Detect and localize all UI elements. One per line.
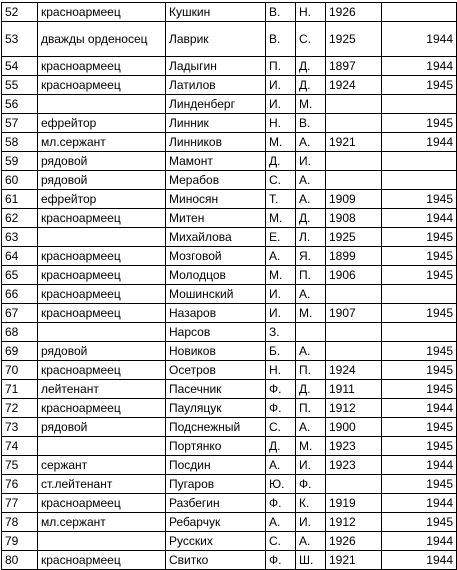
- table-row: [2, 323, 457, 342]
- table-row: [2, 22, 457, 57]
- first-initial-cell: М.: [266, 266, 296, 285]
- row-number-cell: 76: [2, 475, 38, 494]
- surname-cell: Подснежный: [166, 418, 266, 437]
- patronymic-initial-cell: Д.: [296, 76, 326, 95]
- casualty-list-table: [1, 2, 457, 570]
- birth-year-cell: 1900: [326, 418, 382, 437]
- birth-year-cell: [326, 342, 382, 361]
- table-row: [2, 380, 457, 399]
- first-initial-cell: Ф.: [266, 551, 296, 570]
- table-row: [2, 418, 457, 437]
- birth-year-cell: 1924: [326, 76, 382, 95]
- birth-year-cell: 1907: [326, 304, 382, 323]
- table-row: [2, 399, 457, 418]
- birth-year-cell: 1912: [326, 399, 382, 418]
- table-row: [2, 76, 457, 95]
- birth-year-cell: 1908: [326, 209, 382, 228]
- rank-cell: красноармеец: [38, 399, 166, 418]
- surname-cell: Пауляцук: [166, 399, 266, 418]
- table-row: [2, 361, 457, 380]
- table-row: [2, 95, 457, 114]
- birth-year-cell: 1925: [326, 22, 382, 57]
- surname-cell: Свитко: [166, 551, 266, 570]
- death-year-cell: 1944: [382, 494, 457, 513]
- row-number-cell: 63: [2, 228, 38, 247]
- death-year-cell: [382, 3, 457, 22]
- birth-year-cell: 1912: [326, 513, 382, 532]
- birth-year-cell: 1923: [326, 456, 382, 475]
- row-number-cell: 54: [2, 57, 38, 76]
- first-initial-cell: С.: [266, 532, 296, 551]
- birth-year-cell: 1909: [326, 190, 382, 209]
- rank-cell: [38, 228, 166, 247]
- surname-cell: Михайлова: [166, 228, 266, 247]
- rank-cell: ефрейтор: [38, 114, 166, 133]
- surname-cell: Молодцов: [166, 266, 266, 285]
- row-number-cell: 78: [2, 513, 38, 532]
- first-initial-cell: З.: [266, 323, 296, 342]
- surname-cell: Русских: [166, 532, 266, 551]
- patronymic-initial-cell: Н.: [296, 3, 326, 22]
- surname-cell: Пасечник: [166, 380, 266, 399]
- first-initial-cell: Е.: [266, 228, 296, 247]
- patronymic-initial-cell: И.: [296, 152, 326, 171]
- death-year-cell: 1944: [382, 209, 457, 228]
- patronymic-initial-cell: М.: [296, 95, 326, 114]
- birth-year-cell: [326, 171, 382, 190]
- birth-year-cell: 1919: [326, 494, 382, 513]
- row-number-cell: 74: [2, 437, 38, 456]
- death-year-cell: [382, 95, 457, 114]
- death-year-cell: 1944: [382, 57, 457, 76]
- death-year-cell: 1945: [382, 76, 457, 95]
- death-year-cell: 1944: [382, 133, 457, 152]
- table-row: [2, 304, 457, 323]
- table-row: [2, 57, 457, 76]
- patronymic-initial-cell: П.: [296, 361, 326, 380]
- table-row: [2, 114, 457, 133]
- birth-year-cell: 1923: [326, 437, 382, 456]
- death-year-cell: [382, 285, 457, 304]
- patronymic-initial-cell: Д.: [296, 209, 326, 228]
- surname-cell: Посдин: [166, 456, 266, 475]
- table-row: [2, 171, 457, 190]
- birth-year-cell: [326, 323, 382, 342]
- surname-cell: Разбегин: [166, 494, 266, 513]
- birth-year-cell: 1921: [326, 551, 382, 570]
- rank-cell: красноармеец: [38, 494, 166, 513]
- table-row: [2, 209, 457, 228]
- patronymic-initial-cell: Ш.: [296, 551, 326, 570]
- first-initial-cell: Д.: [266, 152, 296, 171]
- rank-cell: красноармеец: [38, 3, 166, 22]
- table-row: [2, 513, 457, 532]
- patronymic-initial-cell: П.: [296, 266, 326, 285]
- patronymic-initial-cell: М.: [296, 437, 326, 456]
- row-number-cell: 75: [2, 456, 38, 475]
- patronymic-initial-cell: Л.: [296, 228, 326, 247]
- rank-cell: рядовой: [38, 171, 166, 190]
- surname-cell: Мерабов: [166, 171, 266, 190]
- table-row: [2, 152, 457, 171]
- death-year-cell: 1944: [382, 22, 457, 57]
- table-row: [2, 228, 457, 247]
- patronymic-initial-cell: В.: [296, 114, 326, 133]
- patronymic-initial-cell: Д.: [296, 380, 326, 399]
- birth-year-cell: [326, 152, 382, 171]
- first-initial-cell: И.: [266, 285, 296, 304]
- birth-year-cell: [326, 95, 382, 114]
- table-row: [2, 342, 457, 361]
- rank-cell: дважды орденосец: [38, 22, 166, 57]
- rank-cell: лейтенант: [38, 380, 166, 399]
- surname-cell: Назаров: [166, 304, 266, 323]
- patronymic-initial-cell: А.: [296, 171, 326, 190]
- rank-cell: рядовой: [38, 418, 166, 437]
- patronymic-initial-cell: Д.: [296, 57, 326, 76]
- death-year-cell: 1944: [382, 551, 457, 570]
- death-year-cell: 1945: [382, 114, 457, 133]
- first-initial-cell: Ф.: [266, 399, 296, 418]
- death-year-cell: [382, 152, 457, 171]
- first-initial-cell: И.: [266, 304, 296, 323]
- rank-cell: красноармеец: [38, 266, 166, 285]
- table-row: [2, 285, 457, 304]
- first-initial-cell: Ф.: [266, 380, 296, 399]
- first-initial-cell: М.: [266, 133, 296, 152]
- death-year-cell: 1945: [382, 266, 457, 285]
- patronymic-initial-cell: И.: [296, 513, 326, 532]
- birth-year-cell: 1924: [326, 361, 382, 380]
- surname-cell: Мозговой: [166, 247, 266, 266]
- row-number-cell: 60: [2, 171, 38, 190]
- row-number-cell: 72: [2, 399, 38, 418]
- row-number-cell: 59: [2, 152, 38, 171]
- row-number-cell: 61: [2, 190, 38, 209]
- rank-cell: [38, 532, 166, 551]
- patronymic-initial-cell: А.: [296, 133, 326, 152]
- table-row: [2, 532, 457, 551]
- row-number-cell: 80: [2, 551, 38, 570]
- rank-cell: красноармеец: [38, 76, 166, 95]
- rank-cell: ефрейтор: [38, 190, 166, 209]
- row-number-cell: 70: [2, 361, 38, 380]
- patronymic-initial-cell: А.: [296, 418, 326, 437]
- first-initial-cell: Ю.: [266, 475, 296, 494]
- rank-cell: [38, 437, 166, 456]
- death-year-cell: 1945: [382, 247, 457, 266]
- first-initial-cell: С.: [266, 171, 296, 190]
- patronymic-initial-cell: К.: [296, 494, 326, 513]
- row-number-cell: 57: [2, 114, 38, 133]
- first-initial-cell: И.: [266, 76, 296, 95]
- death-year-cell: 1945: [382, 513, 457, 532]
- row-number-cell: 55: [2, 76, 38, 95]
- table-row: [2, 3, 457, 22]
- table-row: [2, 551, 457, 570]
- surname-cell: Нарсов: [166, 323, 266, 342]
- rank-cell: красноармеец: [38, 57, 166, 76]
- surname-cell: Линденберг: [166, 95, 266, 114]
- row-number-cell: 69: [2, 342, 38, 361]
- rank-cell: [38, 95, 166, 114]
- surname-cell: Пугаров: [166, 475, 266, 494]
- patronymic-initial-cell: Ф.: [296, 475, 326, 494]
- first-initial-cell: А.: [266, 247, 296, 266]
- rank-cell: [38, 323, 166, 342]
- row-number-cell: 71: [2, 380, 38, 399]
- surname-cell: Латилов: [166, 76, 266, 95]
- birth-year-cell: 1925: [326, 228, 382, 247]
- rank-cell: красноармеец: [38, 285, 166, 304]
- table-row: [2, 266, 457, 285]
- surname-cell: Лаврик: [166, 22, 266, 57]
- patronymic-initial-cell: А.: [296, 190, 326, 209]
- row-number-cell: 65: [2, 266, 38, 285]
- death-year-cell: 1945: [382, 304, 457, 323]
- surname-cell: Линник: [166, 114, 266, 133]
- table-row: [2, 475, 457, 494]
- first-initial-cell: П.: [266, 57, 296, 76]
- birth-year-cell: [326, 475, 382, 494]
- surname-cell: Осетров: [166, 361, 266, 380]
- birth-year-cell: [326, 285, 382, 304]
- death-year-cell: [382, 171, 457, 190]
- death-year-cell: 1945: [382, 361, 457, 380]
- death-year-cell: 1944: [382, 456, 457, 475]
- patronymic-initial-cell: И.: [296, 456, 326, 475]
- first-initial-cell: Ф.: [266, 494, 296, 513]
- first-initial-cell: А.: [266, 456, 296, 475]
- first-initial-cell: И.: [266, 95, 296, 114]
- row-number-cell: 66: [2, 285, 38, 304]
- death-year-cell: 1945: [382, 342, 457, 361]
- patronymic-initial-cell: А.: [296, 285, 326, 304]
- birth-year-cell: 1926: [326, 532, 382, 551]
- rank-cell: красноармеец: [38, 361, 166, 380]
- first-initial-cell: Б.: [266, 342, 296, 361]
- birth-year-cell: 1906: [326, 266, 382, 285]
- row-number-cell: 62: [2, 209, 38, 228]
- first-initial-cell: Н.: [266, 361, 296, 380]
- surname-cell: Миносян: [166, 190, 266, 209]
- death-year-cell: 1945: [382, 437, 457, 456]
- surname-cell: Новиков: [166, 342, 266, 361]
- surname-cell: Митен: [166, 209, 266, 228]
- table-row: [2, 247, 457, 266]
- first-initial-cell: Д.: [266, 437, 296, 456]
- birth-year-cell: 1897: [326, 57, 382, 76]
- first-initial-cell: М.: [266, 209, 296, 228]
- death-year-cell: 1945: [382, 380, 457, 399]
- death-year-cell: 1945: [382, 190, 457, 209]
- death-year-cell: 1945: [382, 418, 457, 437]
- rank-cell: мл.сержант: [38, 133, 166, 152]
- birth-year-cell: 1926: [326, 3, 382, 22]
- patronymic-initial-cell: П.: [296, 399, 326, 418]
- row-number-cell: 56: [2, 95, 38, 114]
- row-number-cell: 53: [2, 22, 38, 57]
- first-initial-cell: В.: [266, 22, 296, 57]
- rank-cell: красноармеец: [38, 247, 166, 266]
- row-number-cell: 73: [2, 418, 38, 437]
- row-number-cell: 68: [2, 323, 38, 342]
- table-row: [2, 133, 457, 152]
- first-initial-cell: С.: [266, 418, 296, 437]
- first-initial-cell: А.: [266, 513, 296, 532]
- rank-cell: красноармеец: [38, 209, 166, 228]
- patronymic-initial-cell: А.: [296, 342, 326, 361]
- death-year-cell: 1944: [382, 399, 457, 418]
- table-row: [2, 190, 457, 209]
- rank-cell: красноармеец: [38, 304, 166, 323]
- row-number-cell: 77: [2, 494, 38, 513]
- birth-year-cell: 1899: [326, 247, 382, 266]
- death-year-cell: 1945: [382, 228, 457, 247]
- surname-cell: Ладыгин: [166, 57, 266, 76]
- row-number-cell: 58: [2, 133, 38, 152]
- death-year-cell: [382, 323, 457, 342]
- surname-cell: Мамонт: [166, 152, 266, 171]
- death-year-cell: 1944: [382, 532, 457, 551]
- birth-year-cell: 1911: [326, 380, 382, 399]
- table-body: [2, 3, 457, 570]
- rank-cell: рядовой: [38, 152, 166, 171]
- first-initial-cell: Н.: [266, 114, 296, 133]
- death-year-cell: 1945: [382, 475, 457, 494]
- rank-cell: сержант: [38, 456, 166, 475]
- first-initial-cell: Т.: [266, 190, 296, 209]
- table-row: [2, 437, 457, 456]
- patronymic-initial-cell: С.: [296, 22, 326, 57]
- rank-cell: красноармеец: [38, 551, 166, 570]
- birth-year-cell: 1921: [326, 133, 382, 152]
- row-number-cell: 52: [2, 3, 38, 22]
- surname-cell: Портянко: [166, 437, 266, 456]
- row-number-cell: 67: [2, 304, 38, 323]
- birth-year-cell: [326, 114, 382, 133]
- surname-cell: Кушкин: [166, 3, 266, 22]
- surname-cell: Линников: [166, 133, 266, 152]
- row-number-cell: 64: [2, 247, 38, 266]
- patronymic-initial-cell: Я.: [296, 247, 326, 266]
- patronymic-initial-cell: А.: [296, 532, 326, 551]
- surname-cell: Ребарчук: [166, 513, 266, 532]
- surname-cell: Мошинский: [166, 285, 266, 304]
- row-number-cell: 79: [2, 532, 38, 551]
- rank-cell: рядовой: [38, 342, 166, 361]
- rank-cell: ст.лейтенант: [38, 475, 166, 494]
- rank-cell: мл.сержант: [38, 513, 166, 532]
- first-initial-cell: В.: [266, 3, 296, 22]
- patronymic-initial-cell: М.: [296, 304, 326, 323]
- patronymic-initial-cell: [296, 323, 326, 342]
- table-row: [2, 456, 457, 475]
- table-row: [2, 494, 457, 513]
